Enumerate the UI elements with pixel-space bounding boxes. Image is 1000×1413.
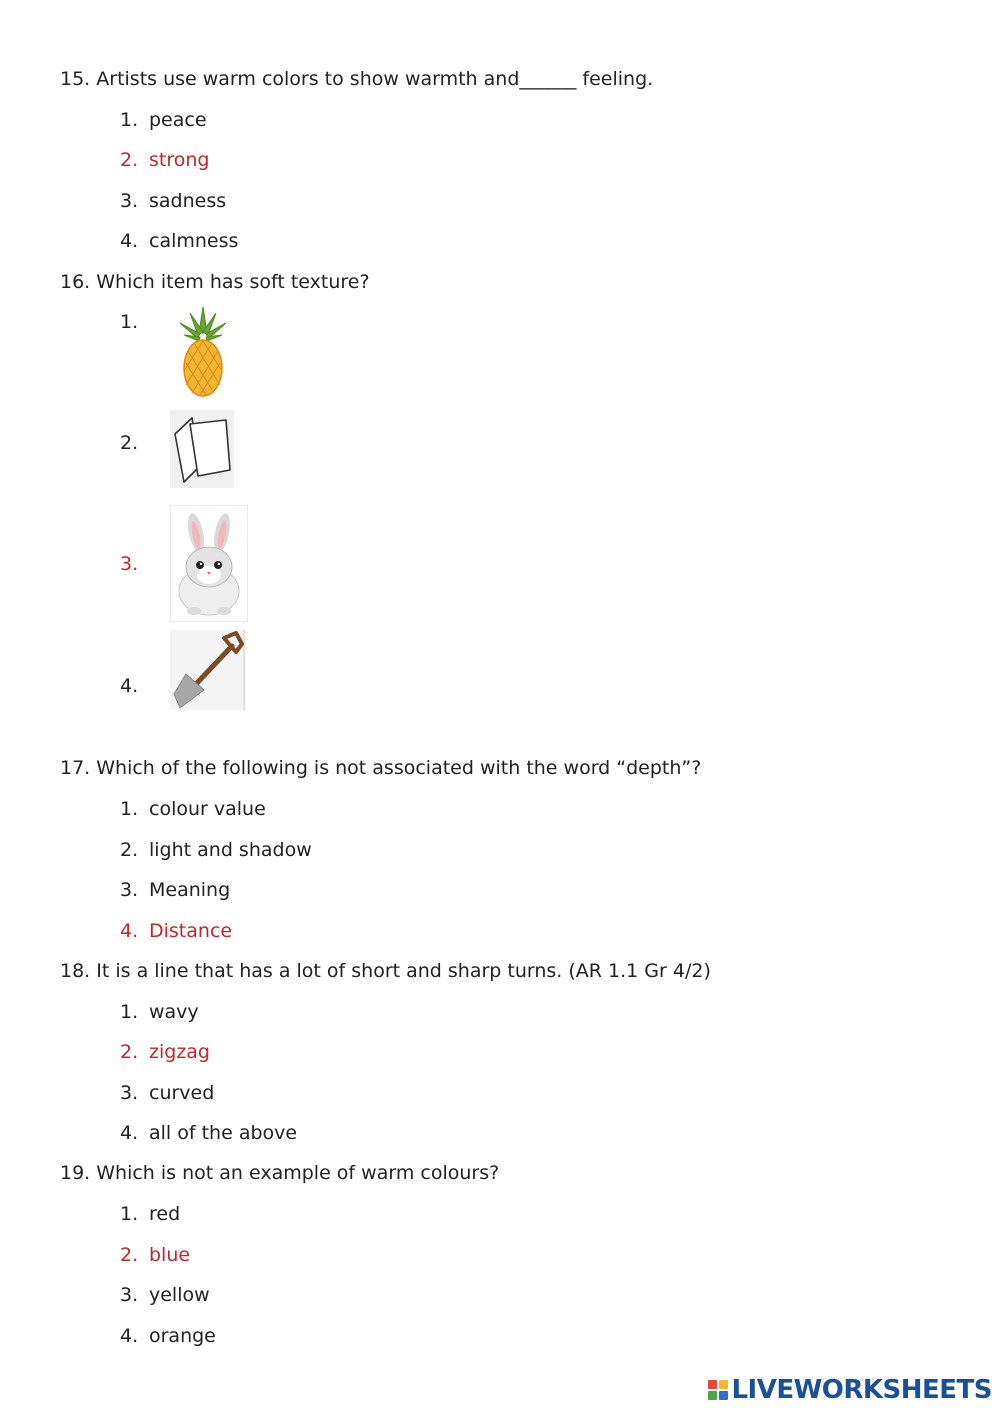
option-label: zigzag [149,1041,210,1063]
option-label: Distance [149,920,233,942]
logo-mark-icon [708,1380,728,1400]
logo-square-blue [719,1391,728,1400]
logo-square-red [708,1380,717,1389]
question-19: 19. Which is not an example of warm colours? [60,1162,500,1184]
option-number: 1. [120,1203,139,1225]
option-number: 3. [120,879,139,901]
option-number: 1. [120,311,139,333]
q18-option-3[interactable] [120,1081,214,1105]
q18-option-2[interactable] [120,1040,210,1064]
logo-square-yellow [719,1380,728,1389]
option-label: strong [149,149,210,171]
option-number: 2. [120,1041,139,1063]
option-number: 2. [120,432,139,454]
option-number: 4. [120,920,139,942]
option-label: peace [149,109,207,131]
q17-option-3[interactable] [120,878,230,902]
q16-option-3[interactable] [120,553,138,575]
q17-option-4[interactable] [120,919,232,943]
question-18: 18. It is a line that has a lot of short and sharp turns. (AR 1.1 Gr 4/2) [60,960,711,982]
q15-option-3[interactable] [120,189,226,213]
option-label: yellow [149,1284,210,1306]
option-label: Meaning [149,879,231,901]
q19-option-4[interactable] [120,1324,216,1348]
option-label: wavy [149,1001,199,1023]
q15-option-1[interactable] [120,108,207,132]
option-number: 2. [120,839,139,861]
liveworksheets-logo[interactable] [708,1375,992,1405]
option-label: all of the above [149,1122,298,1144]
option-label: orange [149,1325,216,1347]
q16-option-4[interactable] [120,675,138,697]
q17-option-1[interactable] [120,797,266,821]
q19-option-3[interactable] [120,1283,210,1307]
q18-option-4[interactable] [120,1121,297,1145]
option-label: calmness [149,230,239,252]
q16-option-1[interactable] [120,311,138,333]
logo-square-green [708,1391,717,1400]
option-number: 1. [120,1001,139,1023]
option-number: 3. [120,1284,139,1306]
option-number: 4. [120,1325,139,1347]
option-label: colour value [149,798,266,820]
option-number: 4. [120,675,139,697]
q15-option-4[interactable] [120,229,238,253]
option-number: 2. [120,149,139,171]
question-15: 15. Artists use warm colors to show warmth and______ feeling. [60,68,654,90]
rabbit-icon[interactable] [170,505,248,622]
q15-option-2[interactable] [120,148,209,172]
option-number: 3. [120,553,139,575]
q18-option-1[interactable] [120,1000,199,1024]
q16-option-2[interactable] [120,432,138,454]
option-label: blue [149,1244,191,1266]
question-17: 17. Which of the following is not associated with the word “depth”? [60,757,702,779]
q19-option-2[interactable] [120,1243,190,1267]
paper-sheets-icon[interactable] [170,410,234,488]
shovel-icon[interactable] [170,630,246,710]
option-number: 4. [120,1122,139,1144]
logo-text: LIVEWORKSHEETS [731,1375,992,1405]
pineapple-icon[interactable] [170,305,236,400]
option-number: 2. [120,1244,139,1266]
q19-option-1[interactable] [120,1202,180,1226]
option-number: 1. [120,798,139,820]
option-label: light and shadow [149,839,312,861]
option-label: red [149,1203,181,1225]
option-number: 3. [120,190,139,212]
q17-option-2[interactable] [120,838,312,862]
option-number: 3. [120,1082,139,1104]
option-number: 4. [120,230,139,252]
question-16: 16. Which item has soft texture? [60,271,370,293]
option-label: sadness [149,190,227,212]
option-number: 1. [120,109,139,131]
option-label: curved [149,1082,215,1104]
